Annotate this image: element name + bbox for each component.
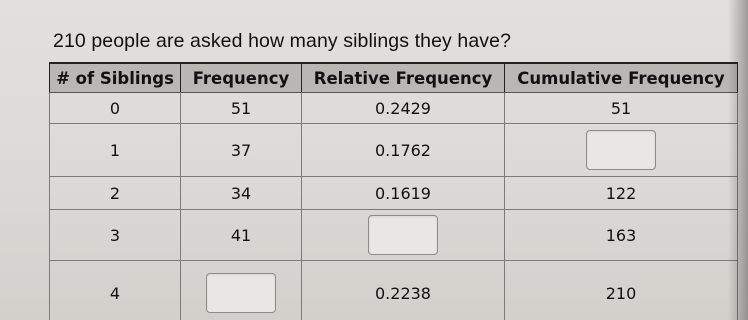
table-row — [50, 177, 738, 210]
cell-relative-frequency: 0.2238 — [302, 261, 505, 320]
table-row — [50, 261, 738, 320]
relative-frequency-answer-input[interactable] — [368, 215, 438, 255]
cell-siblings: 4 — [50, 261, 181, 320]
cell-relative-frequency — [302, 210, 505, 261]
cell-frequency: 37 — [181, 124, 302, 177]
cell-frequency: 34 — [181, 177, 302, 210]
header-cumulative-frequency: Cumulative Frequency — [505, 63, 738, 93]
cell-siblings: 0 — [50, 93, 181, 124]
cell-cumulative-frequency: 122 — [505, 177, 738, 210]
cell-siblings: 1 — [50, 124, 181, 177]
table-row — [50, 124, 738, 177]
table-row — [50, 93, 738, 124]
header-relative-frequency: Relative Frequency — [302, 63, 505, 93]
cumulative-frequency-answer-input[interactable] — [586, 130, 656, 170]
cell-relative-frequency: 0.1762 — [302, 124, 505, 177]
cell-cumulative-frequency: 51 — [505, 93, 738, 124]
cell-frequency: 51 — [181, 93, 302, 124]
frequency-table — [49, 62, 738, 320]
cell-siblings: 2 — [50, 177, 181, 210]
cell-relative-frequency: 0.1619 — [302, 177, 505, 210]
cell-frequency: 41 — [181, 210, 302, 261]
cell-cumulative-frequency — [505, 124, 738, 177]
header-siblings: # of Siblings — [50, 63, 181, 93]
frequency-answer-input[interactable] — [206, 273, 276, 313]
cell-cumulative-frequency: 210 — [505, 261, 738, 320]
cell-relative-frequency: 0.2429 — [302, 93, 505, 124]
cell-cumulative-frequency: 163 — [505, 210, 738, 261]
table-row — [50, 210, 738, 261]
table-header-row — [50, 63, 738, 93]
question-text: 210 people are asked how many siblings they have? — [53, 30, 512, 52]
cell-siblings: 3 — [50, 210, 181, 261]
cell-frequency — [181, 261, 302, 320]
header-frequency: Frequency — [181, 63, 302, 93]
